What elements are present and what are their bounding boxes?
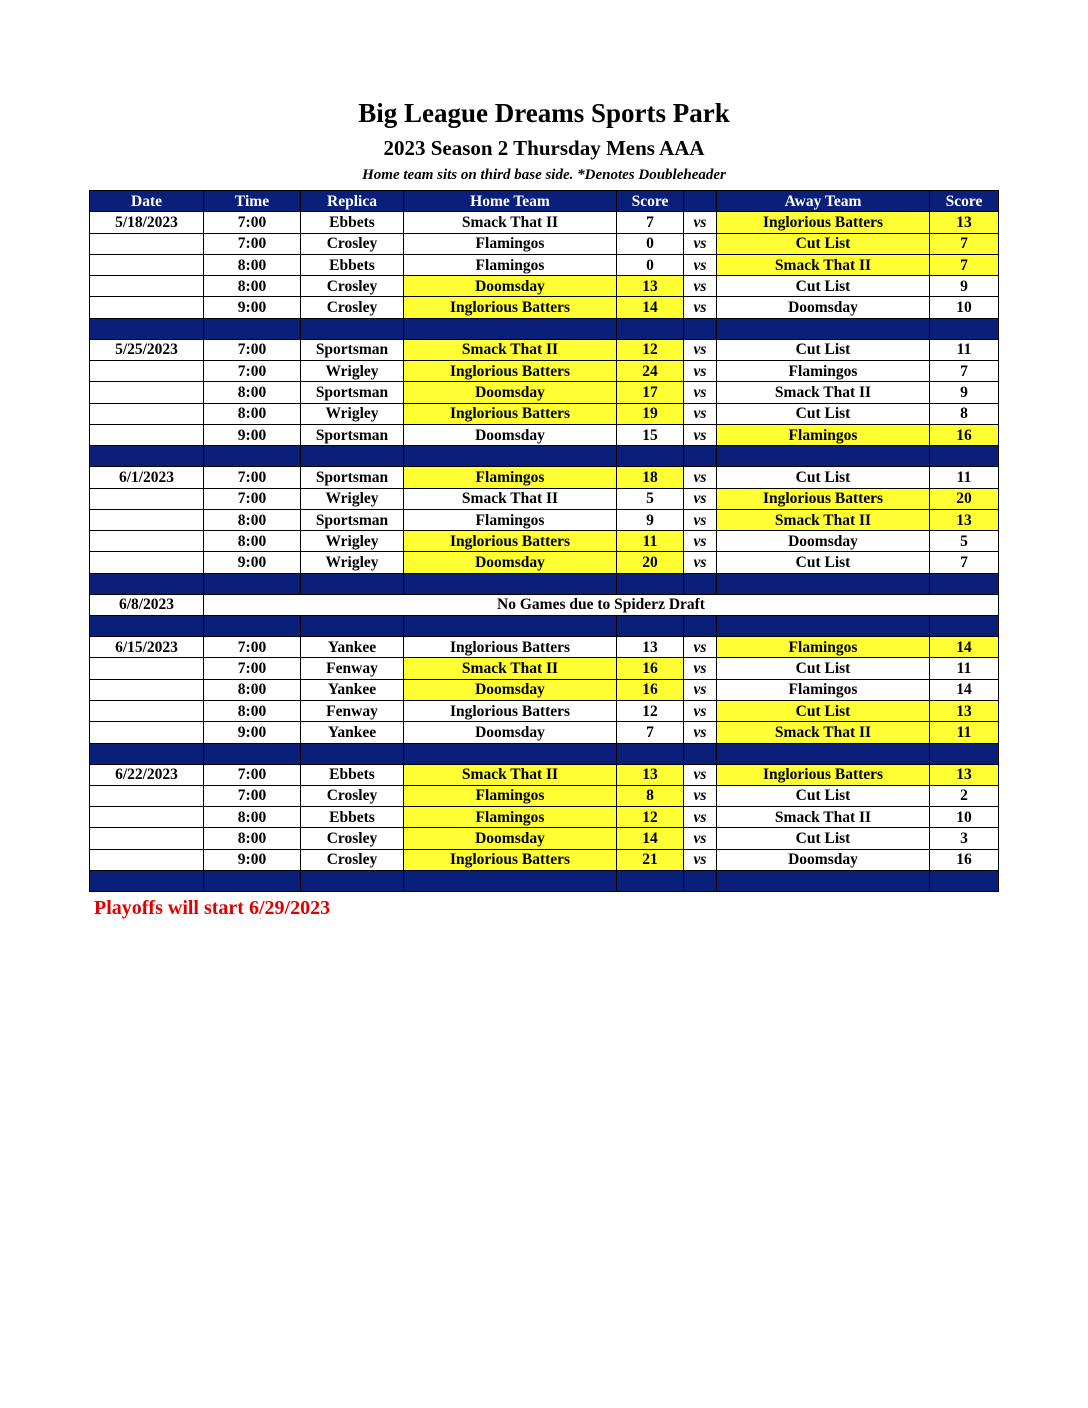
away-score-cell: 7 xyxy=(930,361,999,382)
time-cell: 8:00 xyxy=(204,679,301,700)
replica-cell: Wrigley xyxy=(301,403,404,424)
date-cell xyxy=(90,403,204,424)
replica-cell: Yankee xyxy=(301,679,404,700)
vs-cell: vs xyxy=(684,233,717,254)
replica-cell: Yankee xyxy=(301,722,404,743)
time-cell: 8:00 xyxy=(204,531,301,552)
away-team-cell: Doomsday xyxy=(717,531,930,552)
home-score-cell: 5 xyxy=(617,488,684,509)
away-score-cell: 3 xyxy=(930,828,999,849)
home-score-cell: 13 xyxy=(617,764,684,785)
time-cell: 9:00 xyxy=(204,849,301,870)
home-team-cell: Flamingos xyxy=(404,467,617,488)
home-team-cell: Doomsday xyxy=(404,679,617,700)
home-score-cell: 21 xyxy=(617,849,684,870)
separator-cell xyxy=(717,743,930,764)
away-score-cell: 14 xyxy=(930,637,999,658)
game-row xyxy=(90,361,999,382)
replica-cell: Wrigley xyxy=(301,531,404,552)
away-team-cell: Cut List xyxy=(717,552,930,573)
date-cell xyxy=(90,700,204,721)
replica-cell: Crosley xyxy=(301,849,404,870)
time-cell: 8:00 xyxy=(204,509,301,530)
away-team-cell: Smack That II xyxy=(717,722,930,743)
home-score-cell: 24 xyxy=(617,361,684,382)
game-row xyxy=(90,722,999,743)
replica-cell: Sportsman xyxy=(301,467,404,488)
away-team-cell: Cut List xyxy=(717,828,930,849)
home-score-cell: 19 xyxy=(617,403,684,424)
replica-cell: Crosley xyxy=(301,233,404,254)
time-cell: 8:00 xyxy=(204,403,301,424)
col-home-score: Score xyxy=(617,191,684,212)
away-score-cell: 7 xyxy=(930,233,999,254)
separator-cell xyxy=(684,318,717,339)
separator-cell xyxy=(204,743,301,764)
separator-row xyxy=(90,871,999,892)
vs-cell: vs xyxy=(684,254,717,275)
away-team-cell: Smack That II xyxy=(717,254,930,275)
separator-cell xyxy=(930,616,999,637)
separator-row xyxy=(90,743,999,764)
replica-cell: Sportsman xyxy=(301,424,404,445)
separator-cell xyxy=(617,616,684,637)
time-cell: 7:00 xyxy=(204,764,301,785)
separator-cell xyxy=(617,446,684,467)
home-team-cell: Smack That II xyxy=(404,339,617,360)
col-away-score: Score xyxy=(930,191,999,212)
away-team-cell: Smack That II xyxy=(717,509,930,530)
home-team-cell: Smack That II xyxy=(404,764,617,785)
separator-cell xyxy=(617,318,684,339)
date-cell xyxy=(90,828,204,849)
time-cell: 9:00 xyxy=(204,297,301,318)
date-cell xyxy=(90,488,204,509)
time-cell: 7:00 xyxy=(204,637,301,658)
separator-cell xyxy=(204,573,301,594)
replica-cell: Crosley xyxy=(301,276,404,297)
separator-cell xyxy=(717,573,930,594)
replica-cell: Crosley xyxy=(301,828,404,849)
separator-cell xyxy=(617,743,684,764)
away-team-cell: Flamingos xyxy=(717,637,930,658)
replica-cell: Sportsman xyxy=(301,382,404,403)
separator-cell xyxy=(90,616,204,637)
no-games-message: No Games due to Spiderz Draft xyxy=(204,594,999,615)
away-score-cell: 5 xyxy=(930,531,999,552)
away-score-cell: 7 xyxy=(930,254,999,275)
game-row xyxy=(90,637,999,658)
time-cell: 8:00 xyxy=(204,382,301,403)
date-cell xyxy=(90,679,204,700)
game-row xyxy=(90,849,999,870)
vs-cell: vs xyxy=(684,361,717,382)
game-row xyxy=(90,424,999,445)
col-away-team: Away Team xyxy=(717,191,930,212)
game-row xyxy=(90,658,999,679)
home-score-cell: 15 xyxy=(617,424,684,445)
time-cell: 7:00 xyxy=(204,361,301,382)
home-score-cell: 0 xyxy=(617,254,684,275)
game-row xyxy=(90,679,999,700)
separator-cell xyxy=(684,446,717,467)
vs-cell: vs xyxy=(684,297,717,318)
replica-cell: Ebbets xyxy=(301,807,404,828)
vs-cell: vs xyxy=(684,509,717,530)
away-score-cell: 9 xyxy=(930,382,999,403)
vs-cell: vs xyxy=(684,849,717,870)
home-team-cell: Inglorious Batters xyxy=(404,403,617,424)
date-cell xyxy=(90,531,204,552)
vs-cell: vs xyxy=(684,488,717,509)
separator-cell xyxy=(301,446,404,467)
game-row xyxy=(90,828,999,849)
away-score-cell: 13 xyxy=(930,764,999,785)
time-cell: 7:00 xyxy=(204,467,301,488)
away-score-cell: 13 xyxy=(930,509,999,530)
home-score-cell: 0 xyxy=(617,233,684,254)
home-score-cell: 13 xyxy=(617,637,684,658)
home-team-cell: Inglorious Batters xyxy=(404,637,617,658)
game-row xyxy=(90,339,999,360)
home-score-cell: 17 xyxy=(617,382,684,403)
away-score-cell: 16 xyxy=(930,849,999,870)
time-cell: 8:00 xyxy=(204,254,301,275)
game-row xyxy=(90,807,999,828)
date-cell xyxy=(90,658,204,679)
home-score-cell: 16 xyxy=(617,679,684,700)
away-team-cell: Inglorious Batters xyxy=(717,488,930,509)
separator-cell xyxy=(684,871,717,892)
no-games-row xyxy=(90,594,999,615)
time-cell: 7:00 xyxy=(204,785,301,806)
separator-cell xyxy=(717,616,930,637)
away-score-cell: 11 xyxy=(930,722,999,743)
separator-cell xyxy=(404,743,617,764)
vs-cell: vs xyxy=(684,700,717,721)
separator-cell xyxy=(204,446,301,467)
away-team-cell: Cut List xyxy=(717,233,930,254)
date-cell: 5/18/2023 xyxy=(90,212,204,233)
home-team-cell: Inglorious Batters xyxy=(404,700,617,721)
game-row xyxy=(90,233,999,254)
home-team-cell: Doomsday xyxy=(404,552,617,573)
away-score-cell: 9 xyxy=(930,276,999,297)
home-team-cell: Smack That II xyxy=(404,212,617,233)
time-cell: 7:00 xyxy=(204,488,301,509)
date-cell xyxy=(90,233,204,254)
replica-cell: Fenway xyxy=(301,700,404,721)
date-cell xyxy=(90,254,204,275)
date-cell: 6/22/2023 xyxy=(90,764,204,785)
replica-cell: Ebbets xyxy=(301,254,404,275)
game-row xyxy=(90,700,999,721)
away-team-cell: Smack That II xyxy=(717,382,930,403)
home-score-cell: 9 xyxy=(617,509,684,530)
vs-cell: vs xyxy=(684,382,717,403)
date-cell xyxy=(90,722,204,743)
home-score-cell: 13 xyxy=(617,276,684,297)
separator-cell xyxy=(301,616,404,637)
away-score-cell: 11 xyxy=(930,658,999,679)
game-row xyxy=(90,382,999,403)
replica-cell: Fenway xyxy=(301,658,404,679)
home-score-cell: 14 xyxy=(617,297,684,318)
home-score-cell: 12 xyxy=(617,339,684,360)
away-score-cell: 13 xyxy=(930,700,999,721)
away-score-cell: 16 xyxy=(930,424,999,445)
game-row xyxy=(90,785,999,806)
game-row xyxy=(90,403,999,424)
away-score-cell: 20 xyxy=(930,488,999,509)
home-team-cell: Flamingos xyxy=(404,807,617,828)
home-team-cell: Smack That II xyxy=(404,658,617,679)
vs-cell: vs xyxy=(684,552,717,573)
away-score-cell: 10 xyxy=(930,807,999,828)
home-team-cell: Doomsday xyxy=(404,828,617,849)
home-team-cell: Doomsday xyxy=(404,382,617,403)
separator-row xyxy=(90,573,999,594)
separator-cell xyxy=(90,871,204,892)
col-time: Time xyxy=(204,191,301,212)
schedule-table xyxy=(89,190,999,892)
home-score-cell: 7 xyxy=(617,722,684,743)
date-cell xyxy=(90,382,204,403)
home-score-cell: 12 xyxy=(617,700,684,721)
time-cell: 8:00 xyxy=(204,700,301,721)
separator-row xyxy=(90,616,999,637)
vs-cell: vs xyxy=(684,722,717,743)
date-cell: 6/15/2023 xyxy=(90,637,204,658)
date-cell: 6/8/2023 xyxy=(90,594,204,615)
vs-cell: vs xyxy=(684,403,717,424)
home-team-cell: Inglorious Batters xyxy=(404,297,617,318)
away-score-cell: 14 xyxy=(930,679,999,700)
home-team-cell: Inglorious Batters xyxy=(404,849,617,870)
separator-cell xyxy=(90,318,204,339)
col-vs xyxy=(684,191,717,212)
playoffs-notice: Playoffs will start 6/29/2023 xyxy=(94,897,331,919)
separator-cell xyxy=(204,318,301,339)
away-team-cell: Smack That II xyxy=(717,807,930,828)
away-team-cell: Cut List xyxy=(717,276,930,297)
replica-cell: Yankee xyxy=(301,637,404,658)
game-row xyxy=(90,531,999,552)
game-row xyxy=(90,276,999,297)
replica-cell: Ebbets xyxy=(301,764,404,785)
date-cell xyxy=(90,361,204,382)
home-team-cell: Doomsday xyxy=(404,276,617,297)
vs-cell: vs xyxy=(684,276,717,297)
separator-row xyxy=(90,446,999,467)
vs-cell: vs xyxy=(684,637,717,658)
home-score-cell: 8 xyxy=(617,785,684,806)
away-team-cell: Flamingos xyxy=(717,679,930,700)
time-cell: 8:00 xyxy=(204,276,301,297)
separator-row xyxy=(90,318,999,339)
col-date: Date xyxy=(90,191,204,212)
home-team-cell: Inglorious Batters xyxy=(404,361,617,382)
game-row xyxy=(90,467,999,488)
date-cell xyxy=(90,276,204,297)
schedule-note: Home team sits on third base side. *Denotes Doubleheader xyxy=(362,167,726,183)
time-cell: 7:00 xyxy=(204,658,301,679)
separator-cell xyxy=(404,616,617,637)
date-cell: 5/25/2023 xyxy=(90,339,204,360)
date-cell xyxy=(90,424,204,445)
away-team-cell: Cut List xyxy=(717,467,930,488)
separator-cell xyxy=(404,573,617,594)
page-title: Big League Dreams Sports Park xyxy=(358,98,730,128)
vs-cell: vs xyxy=(684,807,717,828)
home-score-cell: 7 xyxy=(617,212,684,233)
away-team-cell: Cut List xyxy=(717,339,930,360)
replica-cell: Crosley xyxy=(301,297,404,318)
separator-cell xyxy=(301,573,404,594)
separator-cell xyxy=(684,743,717,764)
away-score-cell: 11 xyxy=(930,467,999,488)
separator-cell xyxy=(404,318,617,339)
game-row xyxy=(90,488,999,509)
vs-cell: vs xyxy=(684,679,717,700)
home-team-cell: Flamingos xyxy=(404,254,617,275)
time-cell: 9:00 xyxy=(204,722,301,743)
separator-cell xyxy=(404,446,617,467)
time-cell: 9:00 xyxy=(204,424,301,445)
vs-cell: vs xyxy=(684,424,717,445)
time-cell: 7:00 xyxy=(204,212,301,233)
away-team-cell: Inglorious Batters xyxy=(717,212,930,233)
replica-cell: Sportsman xyxy=(301,339,404,360)
away-team-cell: Inglorious Batters xyxy=(717,764,930,785)
separator-cell xyxy=(90,446,204,467)
date-cell xyxy=(90,807,204,828)
away-team-cell: Cut List xyxy=(717,403,930,424)
date-cell xyxy=(90,849,204,870)
away-team-cell: Cut List xyxy=(717,785,930,806)
separator-cell xyxy=(930,743,999,764)
home-team-cell: Doomsday xyxy=(404,722,617,743)
replica-cell: Wrigley xyxy=(301,361,404,382)
away-team-cell: Doomsday xyxy=(717,297,930,318)
away-score-cell: 7 xyxy=(930,552,999,573)
page-subtitle: 2023 Season 2 Thursday Mens AAA xyxy=(383,136,705,160)
separator-cell xyxy=(404,871,617,892)
away-score-cell: 8 xyxy=(930,403,999,424)
time-cell: 9:00 xyxy=(204,552,301,573)
away-team-cell: Flamingos xyxy=(717,424,930,445)
away-score-cell: 10 xyxy=(930,297,999,318)
home-score-cell: 14 xyxy=(617,828,684,849)
vs-cell: vs xyxy=(684,764,717,785)
date-cell xyxy=(90,785,204,806)
away-score-cell: 11 xyxy=(930,339,999,360)
vs-cell: vs xyxy=(684,785,717,806)
separator-cell xyxy=(301,743,404,764)
home-score-cell: 11 xyxy=(617,531,684,552)
game-row xyxy=(90,509,999,530)
replica-cell: Ebbets xyxy=(301,212,404,233)
separator-cell xyxy=(930,573,999,594)
separator-cell xyxy=(717,446,930,467)
time-cell: 7:00 xyxy=(204,233,301,254)
header-row xyxy=(90,191,999,212)
date-cell: 6/1/2023 xyxy=(90,467,204,488)
game-row xyxy=(90,764,999,785)
date-cell xyxy=(90,297,204,318)
vs-cell: vs xyxy=(684,467,717,488)
vs-cell: vs xyxy=(684,828,717,849)
vs-cell: vs xyxy=(684,531,717,552)
game-row xyxy=(90,552,999,573)
home-score-cell: 18 xyxy=(617,467,684,488)
separator-cell xyxy=(684,616,717,637)
game-row xyxy=(90,254,999,275)
away-team-cell: Cut List xyxy=(717,658,930,679)
home-score-cell: 12 xyxy=(617,807,684,828)
away-team-cell: Cut List xyxy=(717,700,930,721)
date-cell xyxy=(90,552,204,573)
time-cell: 7:00 xyxy=(204,339,301,360)
col-replica: Replica xyxy=(301,191,404,212)
separator-cell xyxy=(684,573,717,594)
away-team-cell: Doomsday xyxy=(717,849,930,870)
col-home-team: Home Team xyxy=(404,191,617,212)
game-row xyxy=(90,212,999,233)
vs-cell: vs xyxy=(684,339,717,360)
separator-cell xyxy=(930,318,999,339)
away-team-cell: Flamingos xyxy=(717,361,930,382)
separator-cell xyxy=(717,871,930,892)
separator-cell xyxy=(617,573,684,594)
separator-cell xyxy=(930,871,999,892)
replica-cell: Crosley xyxy=(301,785,404,806)
home-score-cell: 20 xyxy=(617,552,684,573)
game-row xyxy=(90,297,999,318)
home-team-cell: Smack That II xyxy=(404,488,617,509)
replica-cell: Sportsman xyxy=(301,509,404,530)
separator-cell xyxy=(301,318,404,339)
home-team-cell: Flamingos xyxy=(404,233,617,254)
home-team-cell: Doomsday xyxy=(404,424,617,445)
vs-cell: vs xyxy=(684,212,717,233)
separator-cell xyxy=(617,871,684,892)
time-cell: 8:00 xyxy=(204,828,301,849)
separator-cell xyxy=(204,871,301,892)
separator-cell xyxy=(717,318,930,339)
vs-cell: vs xyxy=(684,658,717,679)
separator-cell xyxy=(930,446,999,467)
time-cell: 8:00 xyxy=(204,807,301,828)
separator-cell xyxy=(301,871,404,892)
date-cell xyxy=(90,509,204,530)
replica-cell: Wrigley xyxy=(301,488,404,509)
separator-cell xyxy=(90,743,204,764)
separator-cell xyxy=(204,616,301,637)
home-team-cell: Flamingos xyxy=(404,509,617,530)
home-team-cell: Flamingos xyxy=(404,785,617,806)
away-score-cell: 2 xyxy=(930,785,999,806)
home-score-cell: 16 xyxy=(617,658,684,679)
schedule-body xyxy=(90,212,999,892)
away-score-cell: 13 xyxy=(930,212,999,233)
separator-cell xyxy=(90,573,204,594)
replica-cell: Wrigley xyxy=(301,552,404,573)
home-team-cell: Inglorious Batters xyxy=(404,531,617,552)
